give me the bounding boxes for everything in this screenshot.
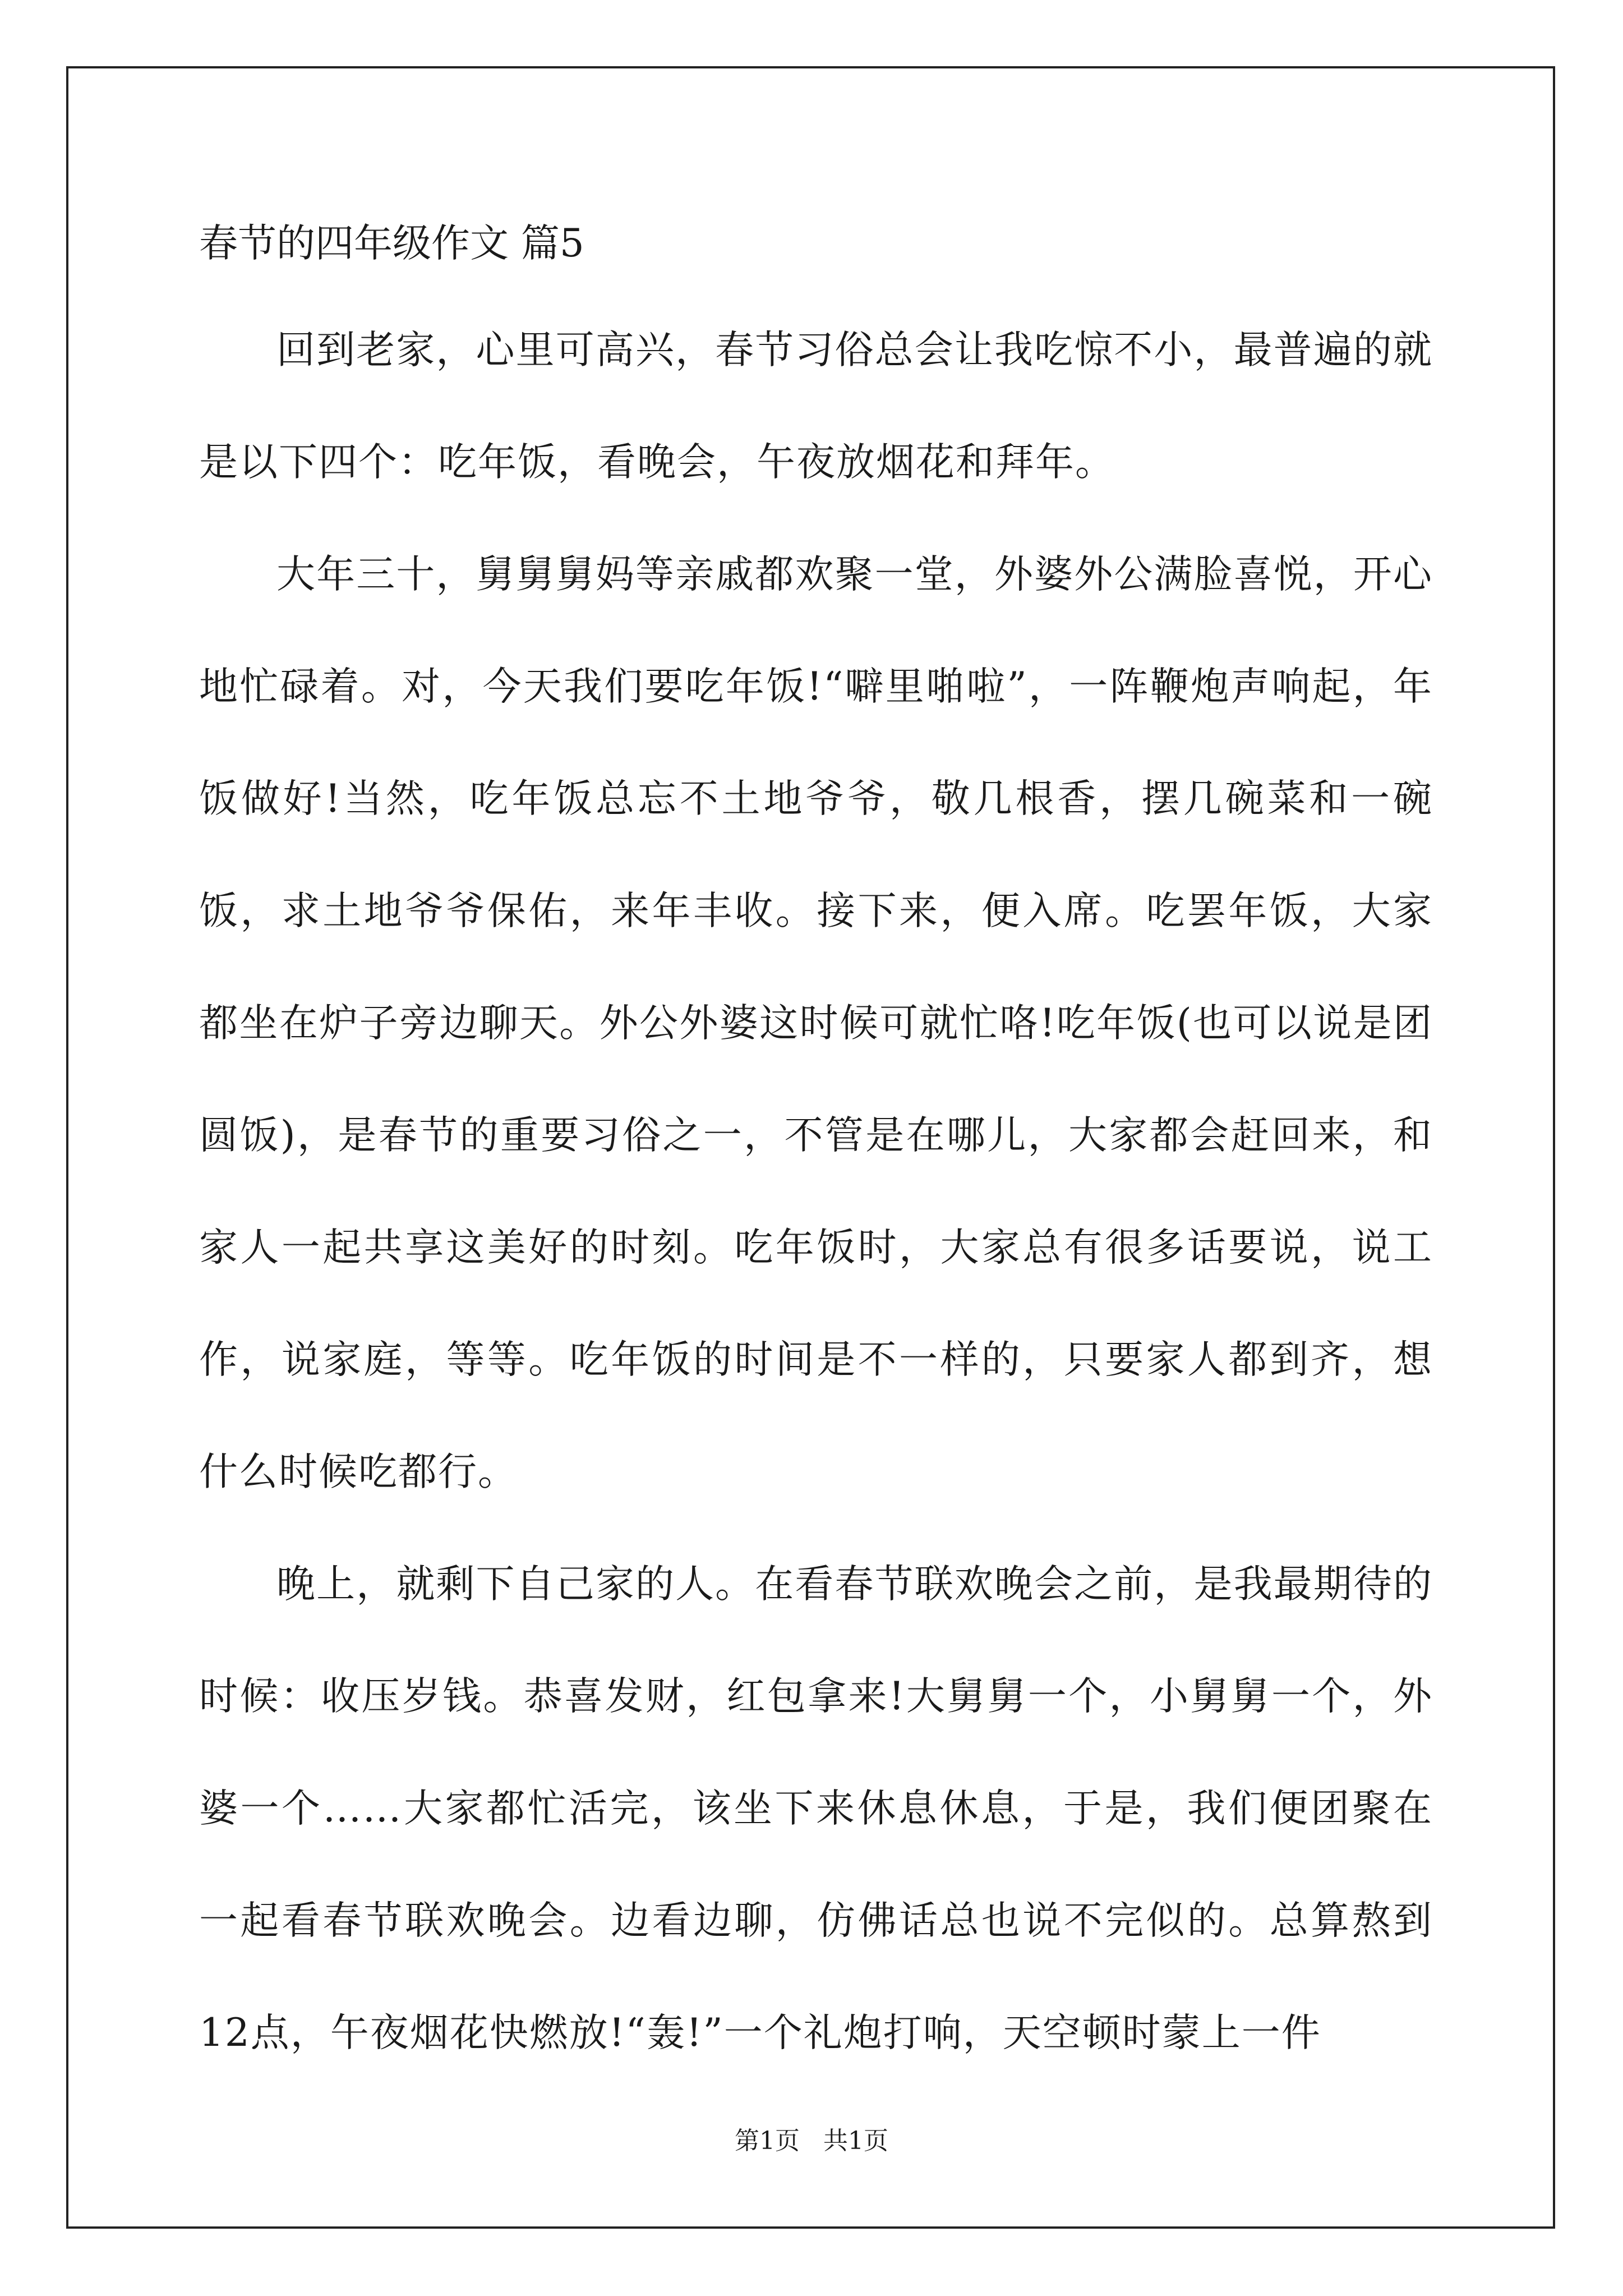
paragraph-3: 晚上，就剩下自己家的人。在看春节联欢晚会之前，是我最期待的时候：收压岁钱。恭喜发财，红包拿来!大舅舅一个，小舅舅一个，外婆一个……大家都忙活完，该坐下来休息休息，于是，我们便团聚在一起看春节联欢晚会。边看边聊，仿佛话总也说不完似的。总算熬到12点，午夜烟花快燃放!“轰!”一个礼炮打响，天空顿时蒙上一件 [199,1561,1433,2055]
page-footer: 第1页 共1页 [735,2127,888,2155]
paragraph-2: 大年三十，舅舅舅妈等亲戚都欢聚一堂，外婆外公满脸喜悦，开心地忙碌着。对，今天我们要吃年饭!“噼里啪啦”，一阵鞭炮声响起，年饭做好!当然，吃年饭总忘不土地爷爷，敬几根香，摆几碗菜和一碗饭，求土地爷爷保佑，来年丰收。接下来，便入席。吃罢年饭，大家都坐在炉子旁边聊天。外公外婆这时候可就忙咯!吃年饭(也可以说是团圆饭)，是春节的重要习俗之一，不管是在哪儿，大家都会赶回来，和家人一起共享这美好的时刻。吃年饭时，大家总有很多话要说，说工作，说家庭，等等。吃年饭的时间是不一样的，只要家人都到齐，想什么时候吃都行。 [199,551,1433,1494]
document-title: 春节的四年级作文 篇5 [199,221,584,266]
paragraph-1: 回到老家，心里可高兴，春节习俗总会让我吃惊不小，最普遍的就是以下四个：吃年饭，看晚会，午夜放烟花和拜年。 [199,327,1433,485]
document-body [199,219,1433,2089]
